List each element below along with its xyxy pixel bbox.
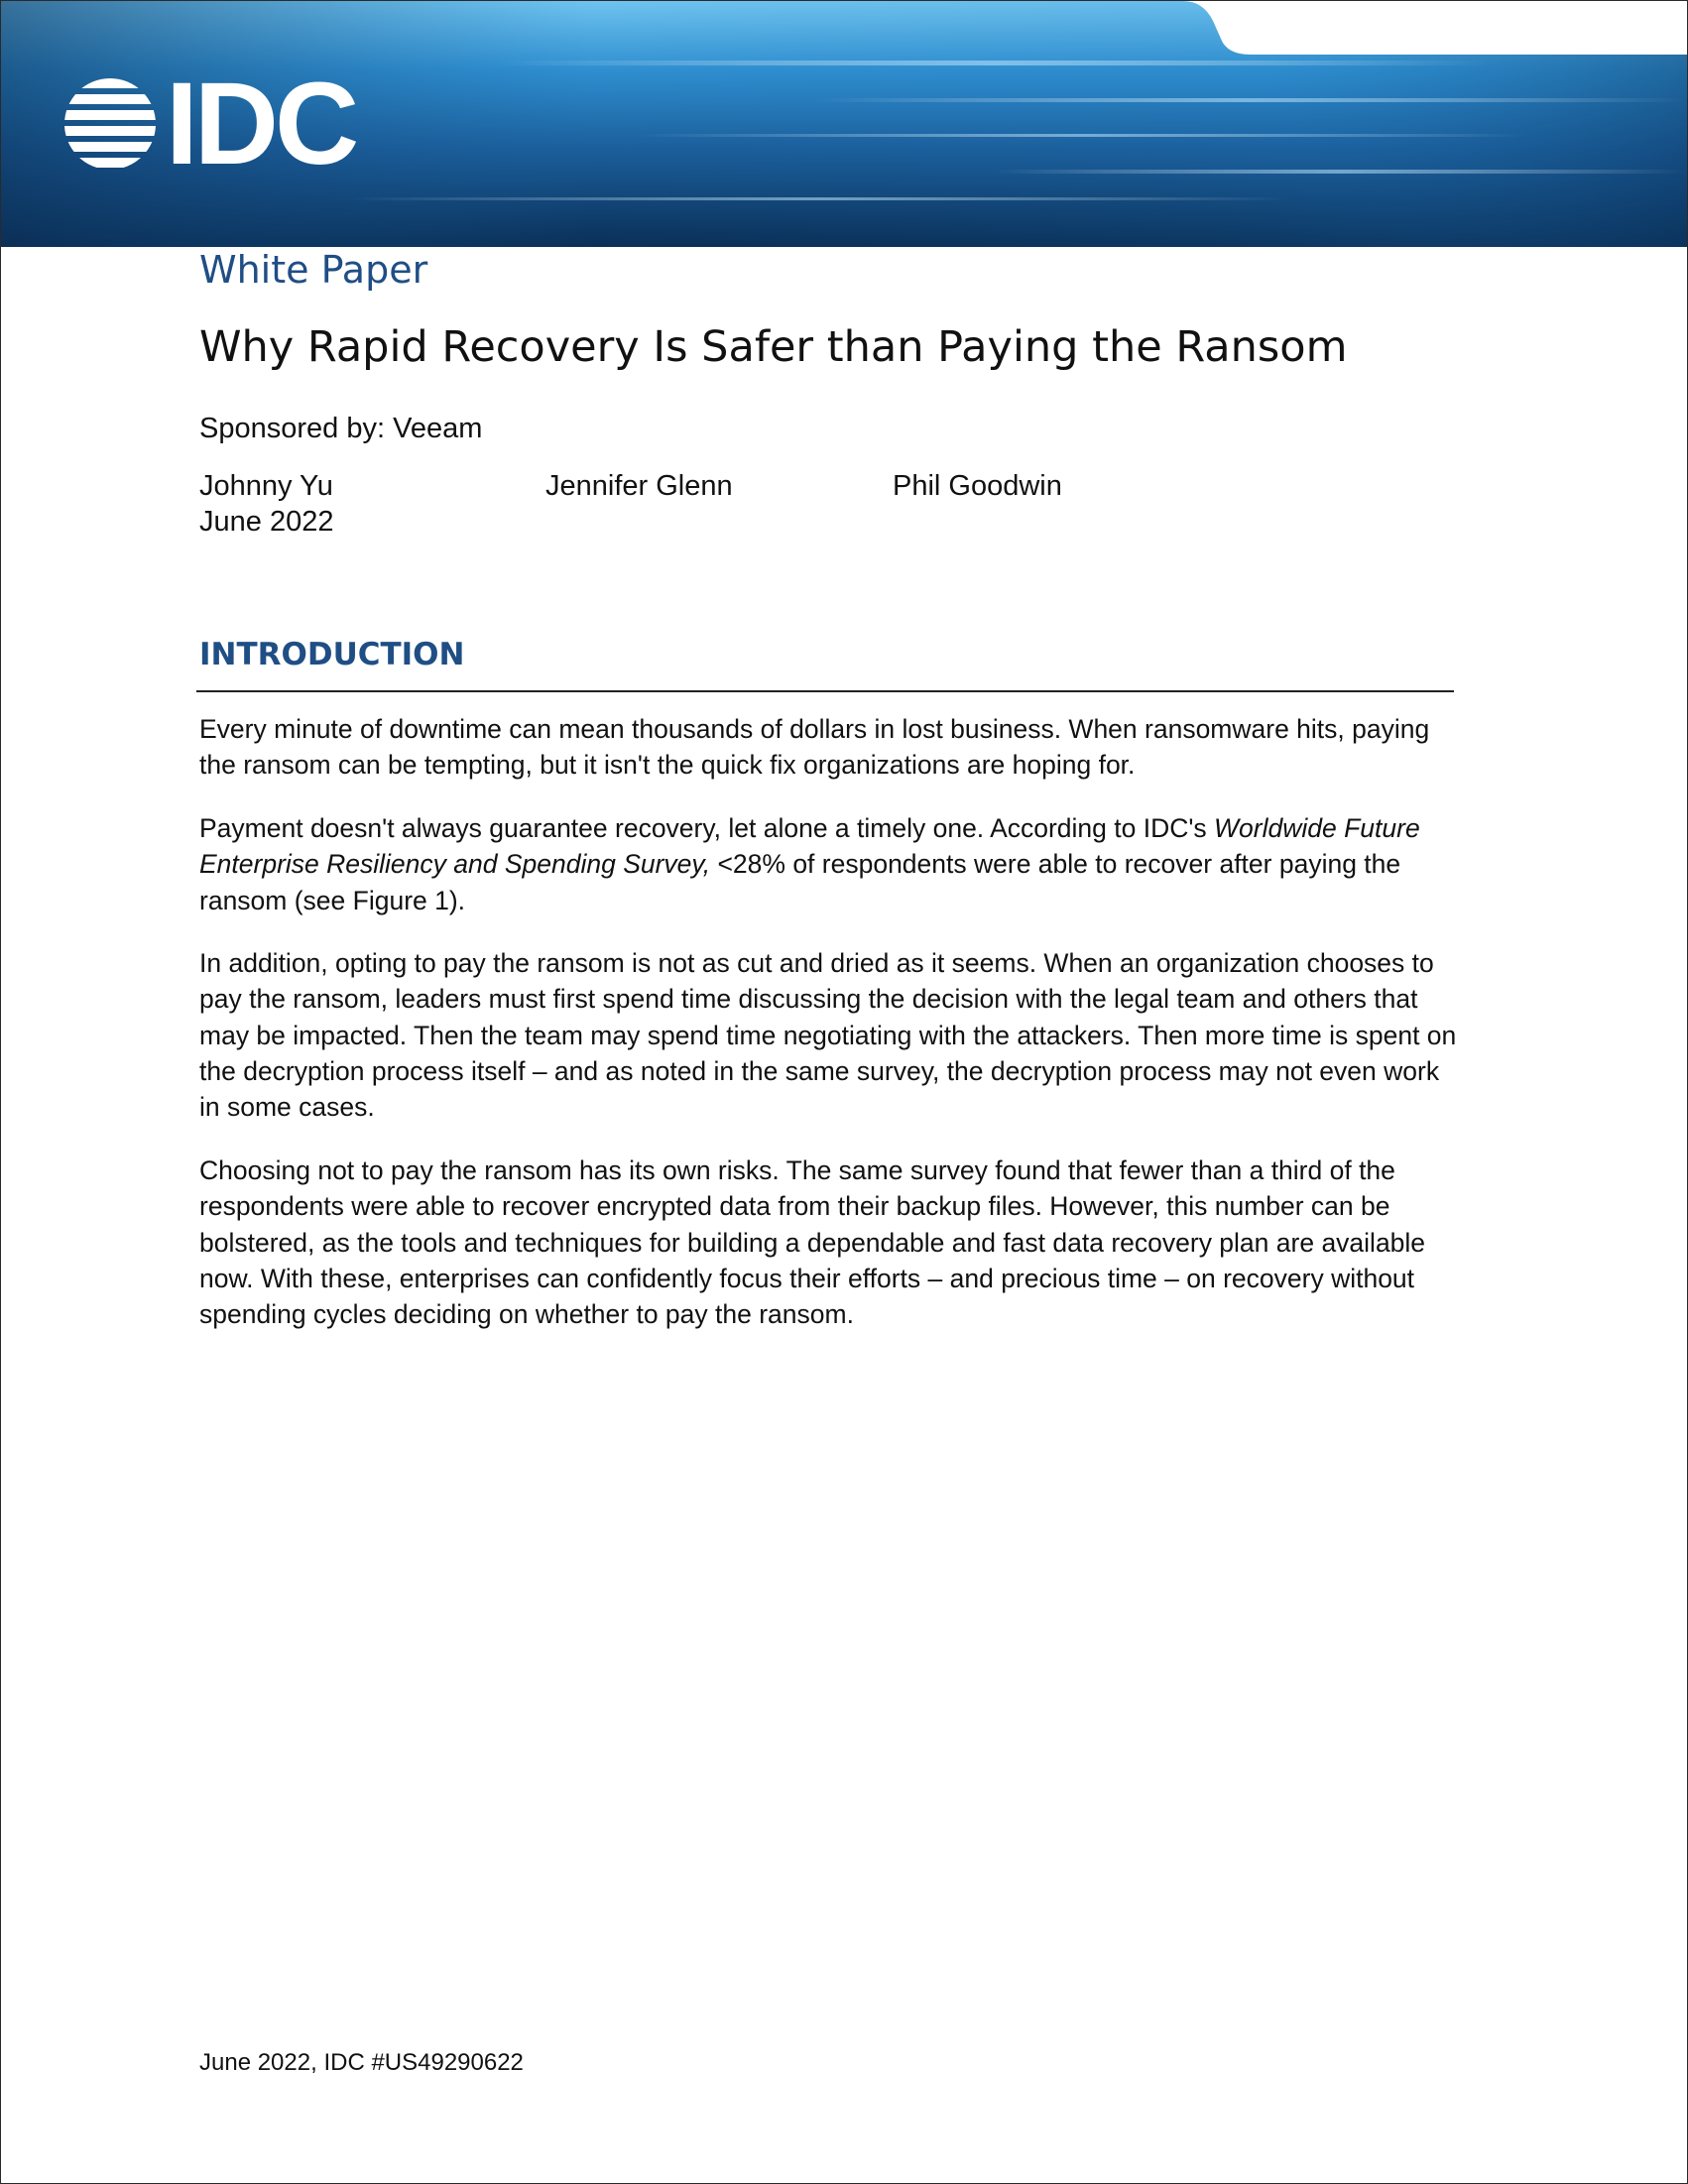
paragraph-4	[199, 1153, 1459, 1332]
document-title: Why Rapid Recovery Is Safer than Paying the Ransom	[199, 322, 1348, 372]
globe-icon	[62, 76, 158, 172]
paragraph-text: In addition, opting to pay the ransom is not as cut and dried as it seems. When an organization chooses to pay the ransom, leaders must first spend time discussing the decision with the legal team and others that may be impacted. Then the team may spend time negotiating with the attackers. Then more time is spent on the decryption process itself – and as noted in the same survey, the decryption process may not even work in some cases.	[199, 948, 1457, 1123]
survey-title: Worldwide Future Enterprise Resiliency and Spending Survey,	[199, 813, 1420, 880]
paragraph-2	[199, 810, 1459, 918]
paragraph-1	[199, 711, 1459, 784]
author-name: Jennifer Glenn	[545, 470, 733, 502]
sponsor-line: Sponsored by: Veeam	[199, 413, 483, 444]
paragraph-text-end: <28% of respondents were able to recover after paying the ransom (see Figure 1).	[199, 849, 1401, 915]
logo-wordmark: IDC	[166, 59, 356, 189]
idc-logo	[62, 59, 356, 189]
paragraph-3	[199, 945, 1459, 1125]
section-heading: INTRODUCTION	[199, 637, 465, 672]
author-name: Phil Goodwin	[893, 470, 1062, 502]
section-divider	[196, 690, 1454, 692]
publication-date: June 2022	[199, 506, 334, 538]
header-banner	[1, 1, 1687, 247]
footer-reference: June 2022, IDC #US49290622	[199, 2049, 524, 2076]
paragraph-text: Every minute of downtime can mean thousands of dollars in lost business. When ransomware hits, paying the ransom can be tempting, but it isn't the quick fix organizations are hoping for.	[199, 714, 1430, 781]
author-name: Johnny Yu	[199, 470, 333, 502]
document-type: White Paper	[199, 248, 428, 292]
paragraph-text-start: Payment doesn't always guarantee recovery, let alone a timely one. According to IDC's	[199, 813, 1215, 843]
paragraph-text: Choosing not to pay the ransom has its own risks. The same survey found that fewer than a third of the respondents were able to recover encrypted data from their backup files. However, this number can be bolstered, as the tools and techniques for building a dependable and fast data recovery plan are available now. With these, enterprises can confidently focus their efforts – and precious time – on recovery without spending cycles deciding on whether to pay the ransom.	[199, 1155, 1426, 1330]
paragraph-text	[199, 810, 1459, 918]
